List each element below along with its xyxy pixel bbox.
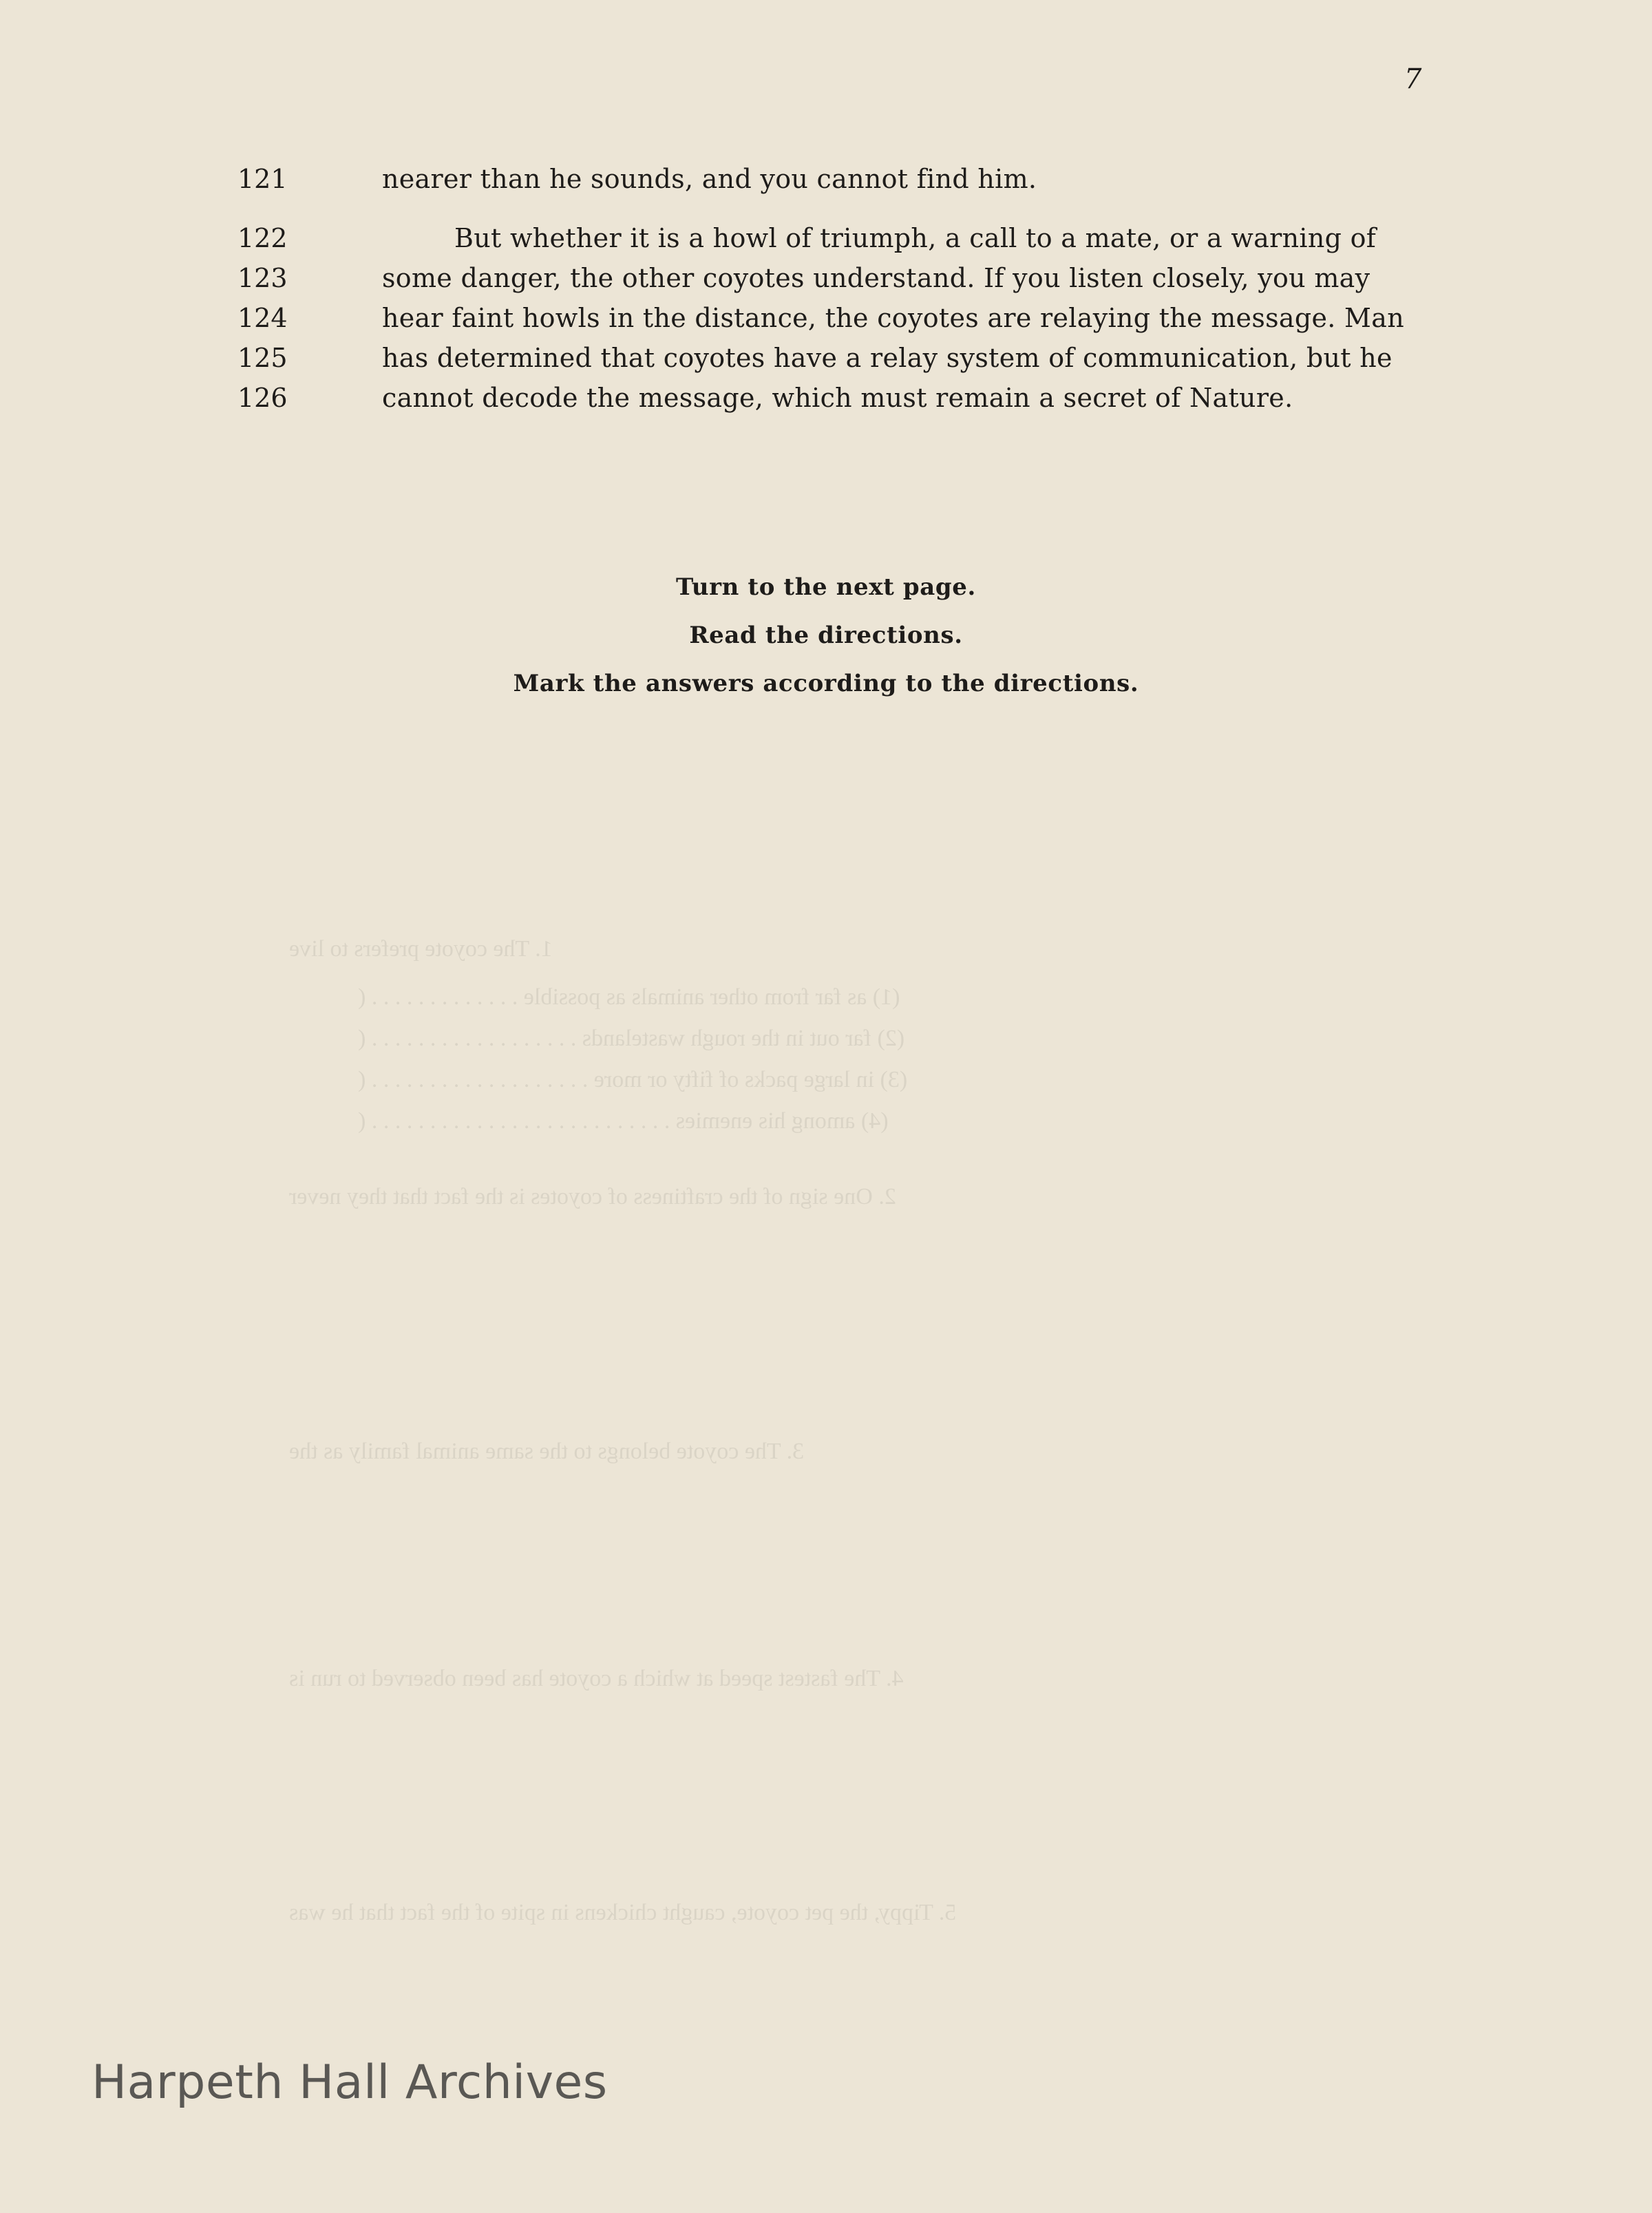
line-number: 124 xyxy=(237,303,288,333)
passage-line xyxy=(237,383,1421,423)
line-text: nearer than he sounds, and you cannot find him. xyxy=(382,164,1037,194)
page-number: 7 xyxy=(1404,63,1422,95)
passage-line xyxy=(237,343,1421,383)
bleed-through-text: (3) in large packs of fifty or more . . . . . . . . . . . . . . . . . . . ( xyxy=(358,1067,908,1092)
line-number: 126 xyxy=(237,383,288,413)
passage-line xyxy=(237,263,1421,303)
bleed-through-text: 5. Tippy, the pet coyote, caught chickens in spite of the fact that he was xyxy=(289,1900,957,1925)
reading-passage xyxy=(237,164,1421,423)
instruction-read-directions: Read the directions. xyxy=(689,622,963,649)
instructions-block xyxy=(0,563,1652,708)
bleed-through-text: (2) far out in the rough wastelands . . . . . . . . . . . . . . . . . . ( xyxy=(358,1026,905,1051)
instruction-mark-answers: Mark the answers according to the directions. xyxy=(513,670,1139,697)
instruction-next-page: Turn to the next page. xyxy=(676,573,976,601)
line-text: cannot decode the message, which must remain a secret of Nature. xyxy=(382,383,1293,413)
bleed-through-text: 2. One sign of the craftiness of coyotes is the fact that they never xyxy=(289,1184,896,1209)
bleed-through-text: 3. The coyote belongs to the same animal family as the xyxy=(289,1439,805,1464)
line-text: hear faint howls in the distance, the coyotes are relaying the message. Man xyxy=(382,303,1404,333)
bleed-through-text: (1) as far from other animals as possible . . . . . . . . . . . . . ( xyxy=(358,984,900,1010)
line-number: 121 xyxy=(237,164,288,194)
line-number: 125 xyxy=(237,343,288,373)
bleed-through-text: (4) among his enemies . . . . . . . . . . . . . . . . . . . . . . . . . . ( xyxy=(358,1108,889,1134)
passage-line xyxy=(237,303,1421,343)
line-text: But whether it is a howl of triumph, a call to a mate, or a warning of xyxy=(454,223,1377,253)
bleed-through-text: 4. The fastest speed at which a coyote has been observed to run is xyxy=(289,1666,904,1691)
line-number: 122 xyxy=(237,223,288,253)
line-text: some danger, the other coyotes understand. If you listen closely, you may xyxy=(382,263,1370,293)
passage-line xyxy=(237,223,1421,263)
line-text: has determined that coyotes have a relay system of communication, but he xyxy=(382,343,1392,373)
line-number: 123 xyxy=(237,263,288,293)
archive-watermark: Harpeth Hall Archives xyxy=(92,2055,608,2110)
passage-line xyxy=(237,164,1421,204)
bleed-through-text: 1. The coyote prefers to live xyxy=(289,936,553,962)
